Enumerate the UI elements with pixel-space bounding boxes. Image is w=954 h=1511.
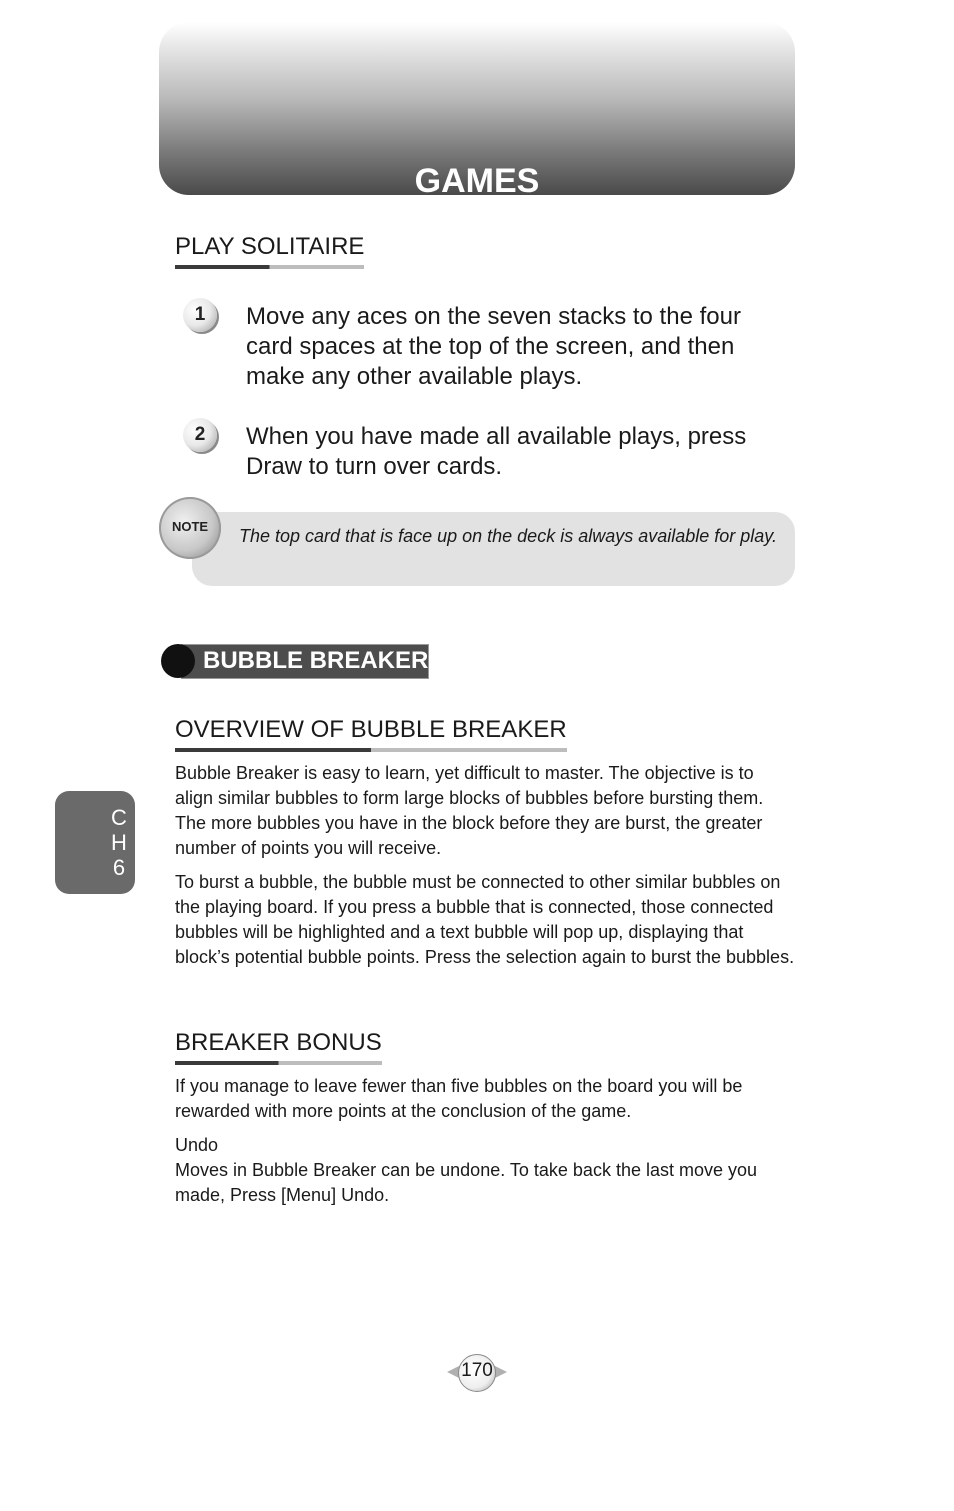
undo-label: Undo xyxy=(175,1135,219,1155)
heading-underline xyxy=(175,1061,382,1065)
section-bullet-icon xyxy=(161,644,195,678)
chapter-tab-line-1: C xyxy=(111,805,127,830)
breaker-bonus-heading xyxy=(175,1029,382,1061)
step-1-number: 1 xyxy=(194,304,206,325)
page-header xyxy=(159,22,795,200)
note-box xyxy=(192,512,795,586)
chapter-tab-label xyxy=(105,805,133,880)
undo-text: Moves in Bubble Breaker can be undone. To take back the last move you made, Press [Menu] Undo. xyxy=(175,1160,758,1205)
bubble-breaker-section-header xyxy=(161,644,429,679)
play-solitaire-heading-text: PLAY SOLITAIRE xyxy=(175,233,365,260)
heading-underline xyxy=(175,748,567,752)
step-1-badge xyxy=(183,298,217,332)
page-title: GAMES xyxy=(414,162,540,200)
overview-paragraph-2: To burst a bubble, the bubble must be connected to other similar bubbles on the playing board. If you press a bubble that is connected, those connected bubbles will be highlighted and a text bubble will pop up, displaying that block’s potential bubble points. Press the selection again to burst the bubbles. xyxy=(175,872,795,967)
note-icon xyxy=(159,497,221,559)
chapter-tab-line-3: 6 xyxy=(112,855,126,880)
step-1-text: Move any aces on the seven stacks to the four card spaces at the top of the screen, and then make any other available plays. xyxy=(246,303,741,390)
overview-heading-text: OVERVIEW OF BUBBLE BREAKER xyxy=(175,716,567,743)
page-number: 170 xyxy=(461,1360,493,1381)
bubble-breaker-section-title: BUBBLE BREAKER xyxy=(203,647,429,674)
note-icon-label: NOTE xyxy=(171,519,209,534)
play-solitaire-heading xyxy=(175,233,364,265)
chapter-tab-line-2: H xyxy=(111,830,127,855)
overview-paragraph-1: Bubble Breaker is easy to learn, yet difficult to master. The objective is to align similar bubbles to form large blocks of bubbles before bursting them. The more bubbles you have in the block before they are burst, the greater number of points you will receive. xyxy=(175,763,764,858)
note-text: The top card that is face up on the deck is always available for play. xyxy=(239,526,777,546)
overview-heading xyxy=(175,716,567,748)
bonus-paragraph: If you manage to leave fewer than five bubbles on the board you will be rewarded with more points at the conclusion of the game. xyxy=(175,1076,743,1121)
heading-underline xyxy=(175,265,364,269)
step-2-number: 2 xyxy=(194,424,206,445)
chapter-tab xyxy=(55,791,135,894)
step-2-badge xyxy=(183,418,217,452)
page-number-badge xyxy=(447,1352,507,1392)
step-2-text: When you have made all available plays, press Draw to turn over cards. xyxy=(246,423,747,480)
breaker-bonus-heading-text: BREAKER BONUS xyxy=(175,1029,382,1056)
